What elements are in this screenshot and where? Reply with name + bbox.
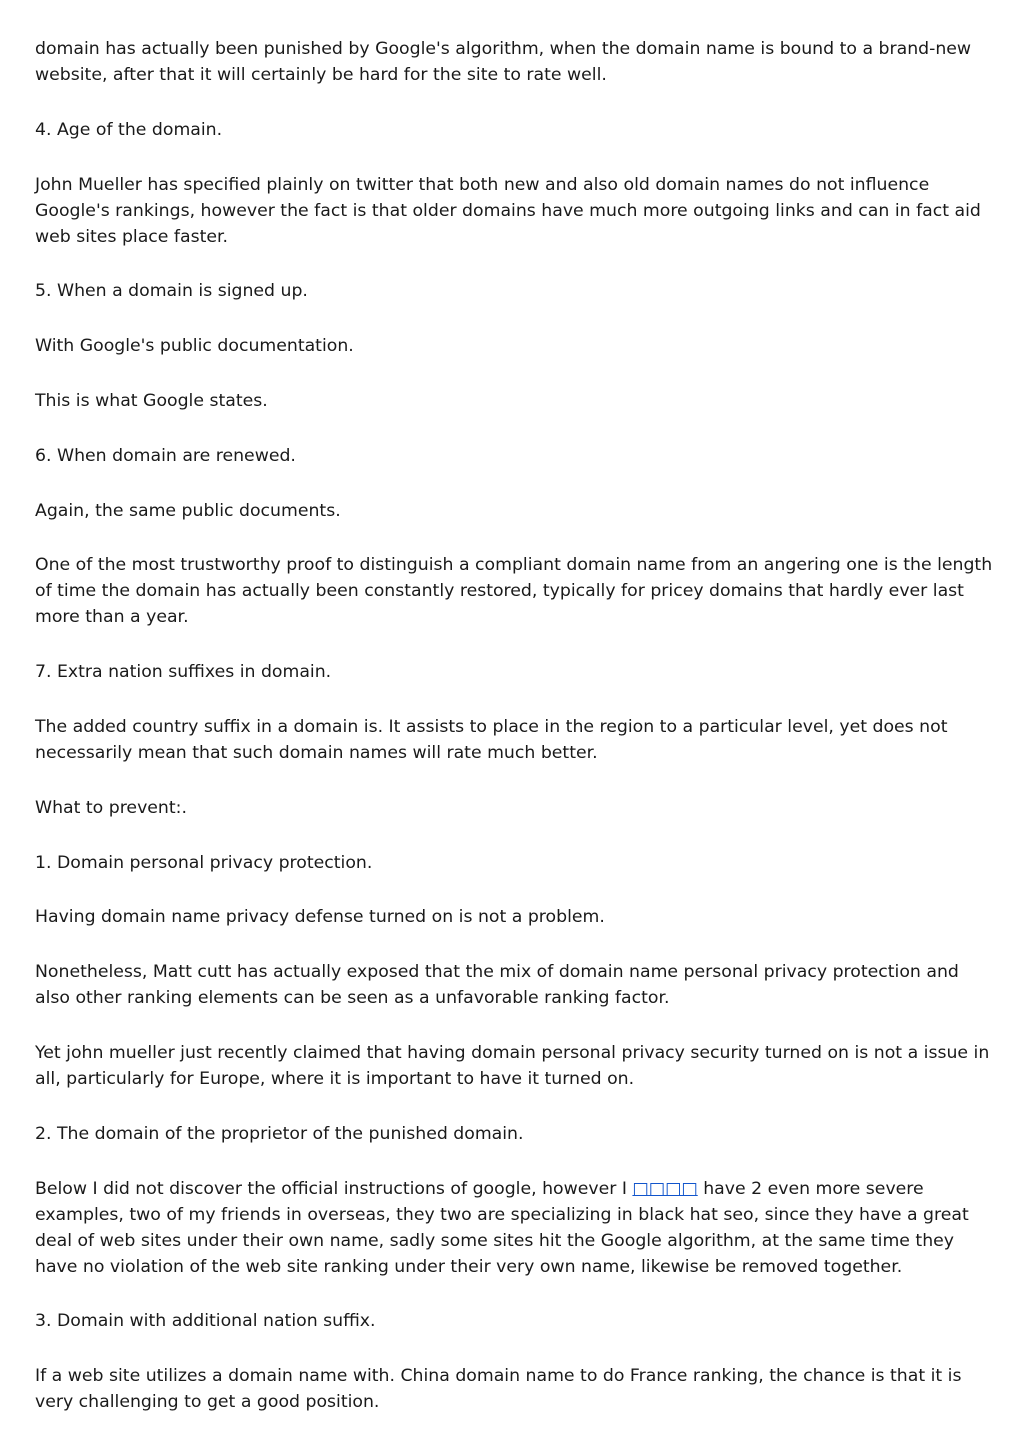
- document-body: [35, 36, 995, 1444]
- paragraph-text-before-link: Below I did not discover the official instructions of google, however I: [35, 1178, 633, 1199]
- section-heading-domain-renewal: 6. When domain are renewed.: [35, 445, 296, 466]
- paragraph: Again, the same public documents.: [35, 500, 341, 521]
- paragraph: The added country suffix in a domain is. It assists to place in the region to a particular level, yet does not necessarily mean that such domain names will rate much better.: [35, 716, 948, 763]
- paragraph: With Google's public documentation.: [35, 336, 354, 357]
- section-heading-additional-suffix: 3. Domain with additional nation suffix.: [35, 1311, 376, 1332]
- section-heading-domain-age: 4. Age of the domain.: [35, 119, 223, 140]
- paragraph: One of the most trustworthy proof to distinguish a compliant domain name from an angering one is the length of time the domain has actually been constantly restored, typically for pricey domains that hardly ever last more than a year.: [35, 555, 993, 628]
- section-heading-punished-domain-owner: 2. The domain of the proprietor of the punished domain.: [35, 1123, 524, 1144]
- section-heading-nation-suffixes: 7. Extra nation suffixes in domain.: [35, 662, 332, 683]
- paragraph-with-link: [35, 1176, 995, 1280]
- inline-link[interactable]: □□□□: [632, 1178, 698, 1199]
- section-heading-privacy-protection: 1. Domain personal privacy protection.: [35, 852, 373, 873]
- paragraph: John Mueller has specified plainly on twitter that both new and also old domain names do not influence Google's rankings, however the fact is that older domains have much more outgoing links and can in fact aid web sites place faster.: [35, 174, 981, 247]
- section-heading-what-to-prevent: What to prevent:.: [35, 797, 187, 818]
- paragraph: If a web site utilizes a domain name with. China domain name to do France ranking, the chance is that it is very challenging to get a good position.: [35, 1366, 962, 1413]
- paragraph: Having domain name privacy defense turned on is not a problem.: [35, 907, 605, 928]
- paragraph-text-after-link: have 2 even more severe examples, two of my friends in overseas, they two are specializing in black hat seo, since they have a great deal of web sites under their own name, sadly some sites hit the Google algorithm, at the same time they have no violation of the web site ranking under their very own name, likewise be removed together.: [35, 1178, 969, 1277]
- section-heading-domain-signup: 5. When a domain is signed up.: [35, 281, 308, 302]
- paragraph: domain has actually been punished by Google's algorithm, when the domain name is bound to a brand-new website, after that it will certainly be hard for the site to rate well.: [35, 39, 972, 85]
- paragraph: Yet john mueller just recently claimed that having domain personal privacy security turned on is not a issue in all, particularly for Europe, where it is important to have it turned on.: [35, 1042, 990, 1089]
- paragraph: This is what Google states.: [35, 390, 268, 411]
- paragraph: Nonetheless, Matt cutt has actually exposed that the mix of domain name personal privacy protection and also other ranking elements can be seen as a unfavorable ranking factor.: [35, 962, 959, 1009]
